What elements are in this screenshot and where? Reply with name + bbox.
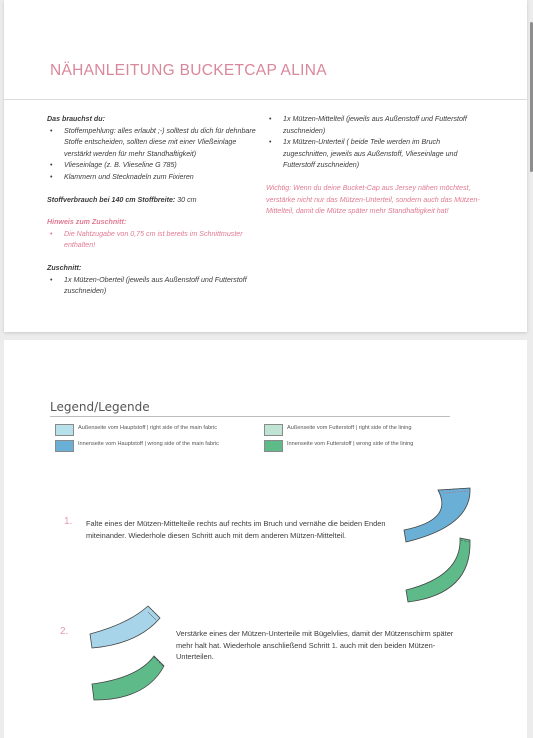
cut-list-right [266,114,481,172]
needs-item: • Stoffempehlung: alles erlaubt ;-) solltest du dich für dehnbare Stoffe entscheiden, sollten diese mit einer Vließeinlage verstärkt werden für mehr Standhaftigkeit) [47,126,262,161]
cut-list-left [47,275,262,298]
step-2-illustration-green [88,654,168,704]
legend-label: Innenseite vom Hauptstoff | wrong side of the main fabric [78,441,219,447]
needs-item: • Klammern und Stecknadeln zum Fixieren [47,172,262,184]
legend-swatch-main-wrong [55,440,74,452]
hint-item: • Die Nahtzugabe von 0,75 cm ist bereits im Schnittmuster enthalten! [47,229,262,252]
legend-label: Innenseite vom Futterstoff | wrong side of the lining [287,441,414,447]
step-2-text: Verstärke eines der Mützen-Unterteile mit Bügelvlies, damit der Mützenschirm später mehr halt hat. Wiederhole anschließend Schritt 1. auch mit den beiden Mützen-Unterteilen. [176,629,454,662]
step-2-illustration-blue [88,602,168,652]
fabric-usage-value: 30 cm [175,195,197,204]
step-1-number: 1. [64,516,73,527]
cut-heading: Zuschnitt: [47,263,82,272]
fabric-usage [47,195,262,207]
fabric-usage-label: Stoffverbrauch bei 140 cm Stoffbreite: [47,195,176,204]
step-1-illustration-green [400,536,476,608]
cut-item: • 1x Mützen-Unterteil ( beide Teile werden im Bruch zugeschnitten, jeweils aus Außenstoff, Vlieseinlage und Futterstoff zuschneiden) [266,137,481,172]
legend-label: Außenseite vom Futterstoff | right side of the lining [287,425,412,431]
cut-item: • 1x Mützen-Oberteil (jeweils aus Außenstoff und Futterstoff zuschneiden) [47,275,262,298]
cut-item: • 1x Mützen-Mittelteil (jeweils aus Außenstoff und Futterstoff zuschneiden) [266,114,481,137]
needs-item: • Vlieseinlage (z. B. Vlieseline G 785) [47,160,262,172]
legend-swatch-main-right [55,424,74,436]
step-1-text: Falte eines der Mützen-Mittelteile rechts auf rechts im Bruch und vernähe die beiden Enden miteinander. Wiederhole diesen Schritt auch mit dem anderen Mützen-Mittelteil. [86,519,386,540]
important-note: Wichtig: Wenn du deine Bucket-Cap aus Jersey nähen möchtest, verstärke nicht nur das Mützen-Unterteil, sondern auch das Mützen-Mittelteil, damit die Mütze später mehr Standhaftigkeit hat! [266,183,480,216]
needs-heading: Das brauchst du: [47,115,105,123]
needs-list [47,126,262,184]
legend-swatch-lining-wrong [264,440,283,452]
page-title: NÄHANLEITUNG BUCKETCAP ALINA [50,62,327,79]
legend-divider [50,416,450,417]
left-column [47,114,262,298]
legend-swatch-lining-right [264,424,283,436]
legend-title: Legend/Legende [50,400,150,414]
hint-heading: Hinweis zum Zuschnitt: [47,218,127,227]
title-divider [4,99,527,100]
step-2-number: 2. [60,626,69,637]
right-column [266,114,481,218]
hint-list [47,229,262,252]
legend-label: Außenseite vom Hauptstoff | right side of the main fabric [78,425,218,431]
